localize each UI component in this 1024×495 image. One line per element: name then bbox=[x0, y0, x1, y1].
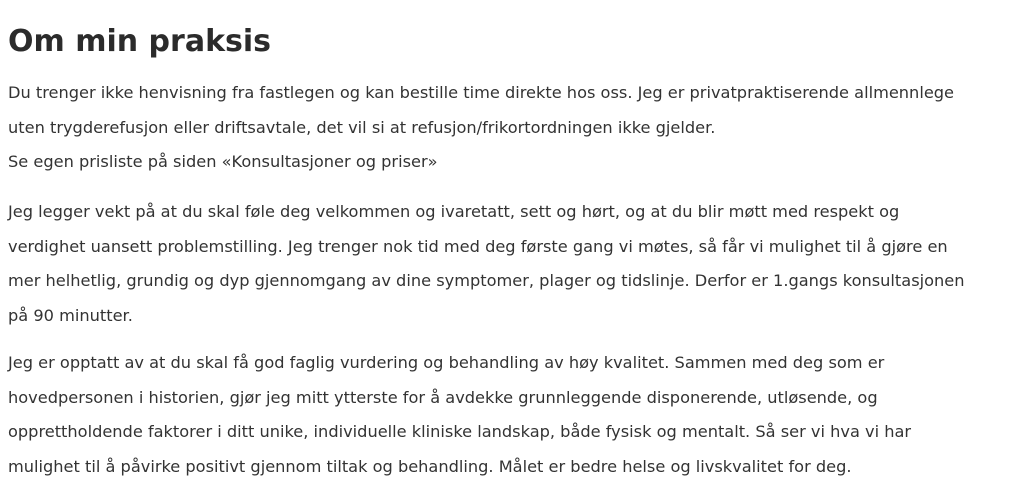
paragraph-line: uten trygderefusjon eller driftsavtale, det vil si at refusjon/frikortordningen ikke gjelder. bbox=[8, 117, 716, 137]
paragraph-line: Du trenger ikke henvisning fra fastlegen og kan bestille time direkte hos oss. Jeg er privatpraktiserende allmennlege bbox=[8, 83, 955, 102]
paragraph-line: Jeg legger vekt på at du skal føle deg velkommen og ivaretatt, sett og hørt, og at du blir møtt med respekt og bbox=[8, 202, 900, 221]
paragraph-line: hovedpersonen i historien, gjør jeg mitt ytterste for å avdekke grunnleggende disponerende, utløsende, og bbox=[8, 387, 878, 407]
paragraph-line: mulighet til å påvirke positivt gjennom tiltak og behandling. Målet er bedre helse og livskvalitet for deg. bbox=[8, 456, 852, 476]
paragraph-referral-info bbox=[8, 76, 1018, 180]
paragraph-line: mer helhetlig, grundig og dyp gjennomgang av dine symptomer, plager og tidslinje. Derfor er 1.gangs konsultasjonen bbox=[8, 271, 965, 291]
paragraph-line: opprettholdende faktorer i ditt unike, individuelle kliniske landskap, både fysisk og mentalt. Så ser vi hva vi har bbox=[8, 422, 912, 442]
paragraph-line: verdighet uansett problemstilling. Jeg trenger nok tid med deg første gang vi møtes, så får vi mulighet til å gjøre en bbox=[8, 236, 948, 256]
page-title: Om min praksis bbox=[8, 24, 272, 59]
paragraph-line: på 90 minutter. bbox=[8, 305, 133, 325]
paragraph-line: Jeg er opptatt av at du skal få god faglig vurdering og behandling av høy kvalitet. Sammen med deg som er bbox=[8, 353, 885, 372]
paragraph-quality bbox=[8, 346, 1018, 484]
paragraph-line: Se egen prisliste på siden «Konsultasjoner og priser» bbox=[8, 152, 438, 172]
paragraph-welcome bbox=[8, 195, 1018, 333]
